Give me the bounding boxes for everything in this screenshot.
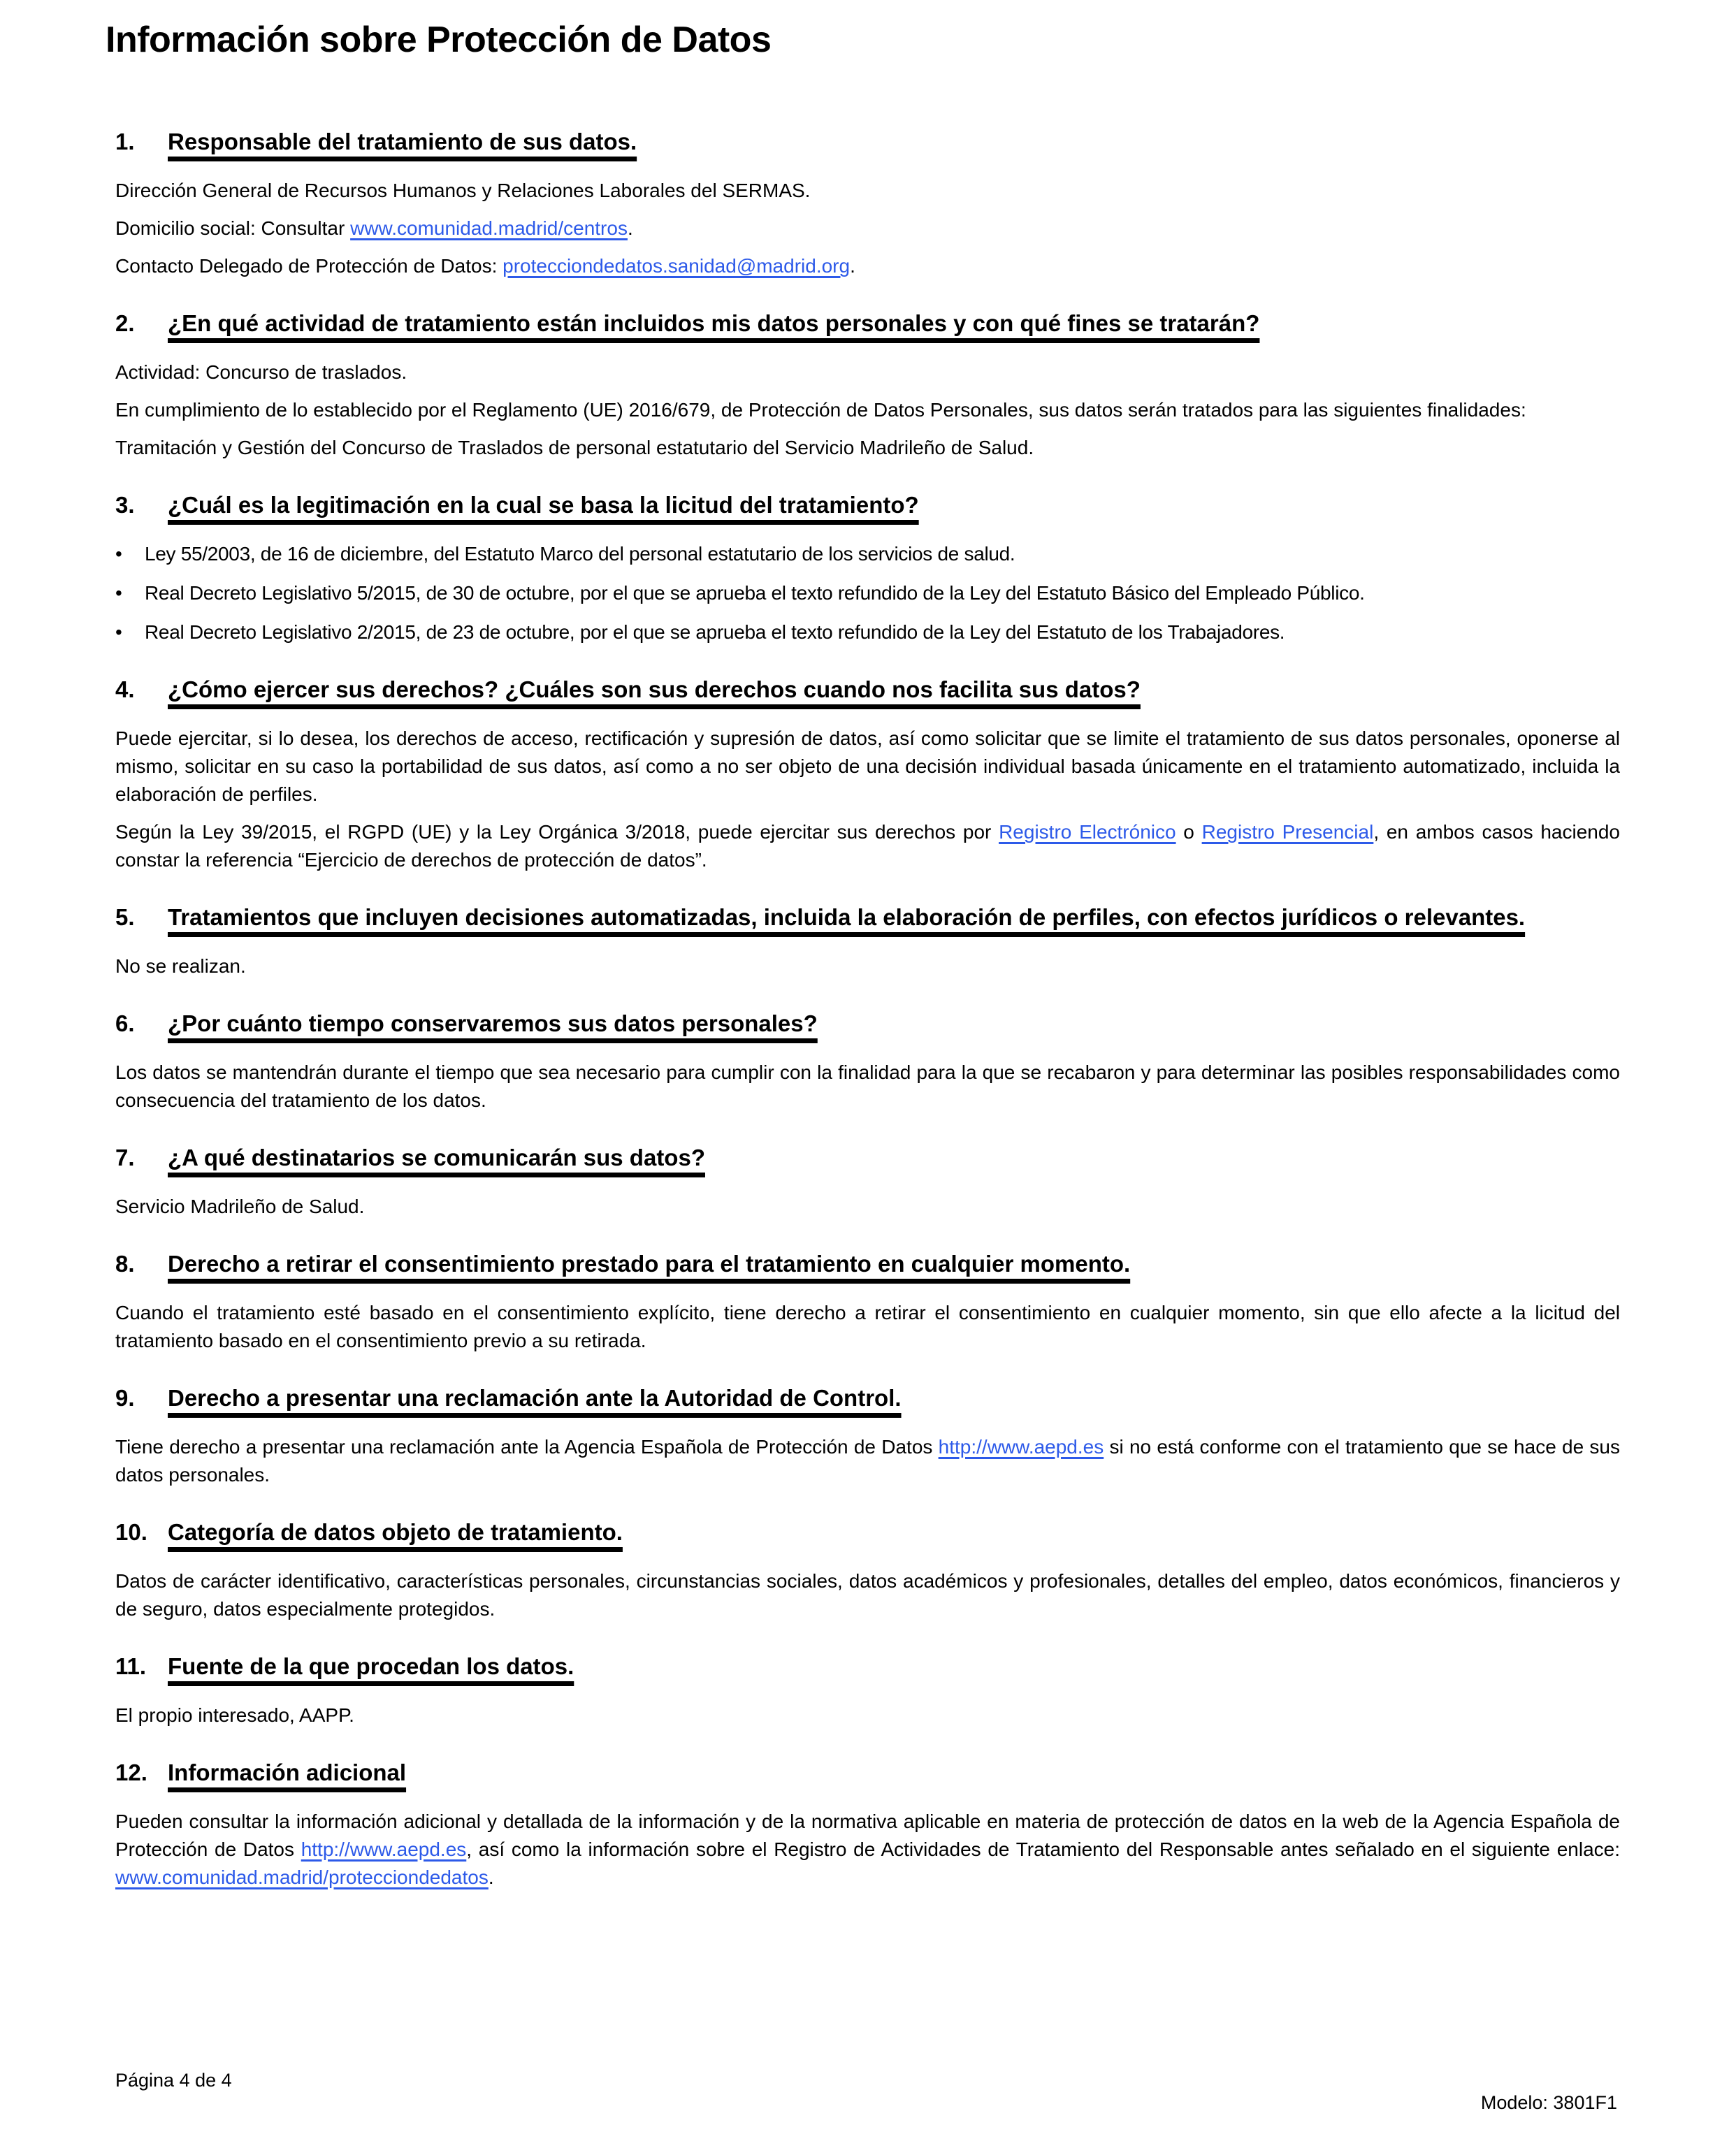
bullet-icon: • bbox=[115, 543, 122, 565]
paragraph-text: , en ambos casos haciendo constar la referencia “Ejercicio de derechos de protección de datos”. bbox=[115, 821, 1620, 871]
section-heading: Fuente de la que procedan los datos. bbox=[168, 1653, 574, 1679]
paragraph-text: Cuando el tratamiento esté basado en el consentimiento explícito, tiene derecho a retirar el consentimiento en cualquier momento, sin que ello afecte a la licitud del tratamiento basado en el consentimiento previo a su retirada. bbox=[115, 1302, 1620, 1351]
paragraph-text: En cumplimiento de lo establecido por el Reglamento (UE) 2016/679, de Protección de Datos Personales, sus datos serán tratados para las siguientes finalidades: bbox=[115, 399, 1526, 421]
section-5 bbox=[115, 902, 1620, 980]
paragraph bbox=[115, 177, 1620, 205]
section-number: 10. bbox=[115, 1519, 147, 1545]
section-heading: ¿Por cuánto tiempo conservaremos sus datos personales? bbox=[168, 1010, 818, 1036]
paragraph bbox=[115, 1567, 1620, 1623]
section-11-heading-row bbox=[115, 1651, 1620, 1682]
paragraph bbox=[115, 1299, 1620, 1355]
link-aepd-2[interactable]: http://www.aepd.es bbox=[301, 1838, 467, 1860]
link-registro-presencial[interactable]: Registro Presencial bbox=[1201, 821, 1374, 843]
bullet-text: Real Decreto Legislativo 5/2015, de 30 de octubre, por el que se aprueba el texto refundido de la Ley del Estatuto Básico del Empleado Público. bbox=[145, 582, 1365, 604]
paragraph bbox=[115, 818, 1620, 874]
paragraph-text: , así como la información sobre el Registro de Actividades de Tratamiento del Responsable antes señalado en el siguiente enlace: bbox=[466, 1838, 1620, 1860]
link-comunidad-madrid-centros[interactable]: www.comunidad.madrid/centros bbox=[350, 217, 628, 239]
section-1-heading-row bbox=[115, 126, 1620, 157]
paragraph-text: si no está conforme con el tratamiento que se hace de sus datos personales. bbox=[115, 1436, 1620, 1486]
section-number: 4. bbox=[115, 676, 135, 702]
section-heading: Categoría de datos objeto de tratamiento. bbox=[168, 1519, 623, 1545]
paragraph bbox=[115, 1433, 1620, 1489]
paragraph-text: . bbox=[488, 1866, 494, 1888]
paragraph-text: Contacto Delegado de Protección de Datos: bbox=[115, 255, 503, 277]
paragraph bbox=[115, 215, 1620, 242]
section-3-heading-row bbox=[115, 490, 1620, 521]
link-aepd[interactable]: http://www.aepd.es bbox=[938, 1436, 1104, 1458]
section-2 bbox=[115, 308, 1620, 462]
section-12 bbox=[115, 1757, 1620, 1892]
section-6 bbox=[115, 1008, 1620, 1115]
section-number: 12. bbox=[115, 1759, 147, 1785]
paragraph bbox=[115, 252, 1620, 280]
section-heading: ¿A qué destinatarios se comunicarán sus datos? bbox=[168, 1145, 705, 1170]
link-protecciondedatos-email[interactable]: protecciondedatos.sanidad@madrid.org bbox=[502, 255, 851, 277]
section-number: 8. bbox=[115, 1251, 135, 1277]
section-heading: Información adicional bbox=[168, 1759, 407, 1785]
section-7 bbox=[115, 1142, 1620, 1221]
bullet-icon: • bbox=[115, 582, 122, 604]
section-heading: ¿En qué actividad de tratamiento están incluidos mis datos personales y con qué fines se tratarán? bbox=[168, 310, 1260, 336]
section-number: 7. bbox=[115, 1145, 135, 1170]
section-number: 6. bbox=[115, 1010, 135, 1036]
section-number: 2. bbox=[115, 310, 135, 336]
paragraph bbox=[115, 396, 1620, 424]
paragraph-text: Tramitación y Gestión del Concurso de Traslados de personal estatutario del Servicio Madrileño de Salud. bbox=[115, 437, 1034, 458]
section-4-heading-row bbox=[115, 674, 1620, 705]
paragraph bbox=[115, 952, 1620, 980]
section-8-heading-row bbox=[115, 1249, 1620, 1279]
section-3 bbox=[115, 490, 1620, 646]
bullet-text: Ley 55/2003, de 16 de diciembre, del Estatuto Marco del personal estatutario de los servicios de salud. bbox=[145, 543, 1015, 565]
paragraph-text: . bbox=[850, 255, 855, 277]
paragraph bbox=[115, 1059, 1620, 1115]
bullet-icon: • bbox=[115, 621, 122, 643]
paragraph-text: Tiene derecho a presentar una reclamación ante la Agencia Española de Protección de Datos bbox=[115, 1436, 939, 1458]
section-5-heading-row bbox=[115, 902, 1620, 933]
paragraph-text: Dirección General de Recursos Humanos y Relaciones Laborales del SERMAS. bbox=[115, 180, 811, 201]
paragraph bbox=[115, 1193, 1620, 1221]
section-2-heading-row bbox=[115, 308, 1620, 339]
paragraph-text: Servicio Madrileño de Salud. bbox=[115, 1196, 365, 1217]
paragraph bbox=[115, 1701, 1620, 1729]
list-item bbox=[115, 579, 1620, 607]
section-number: 11. bbox=[115, 1653, 147, 1679]
legitimation-bullet-list bbox=[115, 540, 1620, 646]
paragraph-text: Los datos se mantendrán durante el tiempo que sea necesario para cumplir con la finalidad para la que se recabaron y para determinar las posibles responsabilidades como consecuencia del tratamiento de los datos. bbox=[115, 1061, 1620, 1111]
section-heading: ¿Cómo ejercer sus derechos? ¿Cuáles son sus derechos cuando nos facilita sus datos? bbox=[168, 676, 1141, 702]
section-heading: Tratamientos que incluyen decisiones automatizadas, incluida la elaboración de perfiles, con efectos jurídicos o relevantes. bbox=[168, 904, 1526, 930]
section-9-heading-row bbox=[115, 1383, 1620, 1414]
section-4 bbox=[115, 674, 1620, 874]
link-comunidad-madrid-protecciondedatos[interactable]: www.comunidad.madrid/protecciondedatos bbox=[115, 1866, 489, 1888]
paragraph bbox=[115, 434, 1620, 462]
list-item bbox=[115, 540, 1620, 568]
section-6-heading-row bbox=[115, 1008, 1620, 1039]
section-heading: ¿Cuál es la legitimación en la cual se basa la licitud del tratamiento? bbox=[168, 492, 919, 518]
paragraph-text: Datos de carácter identificativo, características personales, circunstancias sociales, datos académicos y profesionales, detalles del empleo, datos económicos, financieros y de seguro, datos especialmente protegidos. bbox=[115, 1570, 1620, 1620]
paragraph-text: Actividad: Concurso de traslados. bbox=[115, 361, 407, 383]
section-heading: Derecho a presentar una reclamación ante la Autoridad de Control. bbox=[168, 1385, 902, 1411]
section-number: 3. bbox=[115, 492, 135, 518]
paragraph-text: Pueden consultar la información adicional y detallada de la información y de la normativa aplicable en materia de protección de datos en la web de la Agencia Española de Protección de Datos bbox=[115, 1811, 1620, 1860]
paragraph bbox=[115, 725, 1620, 808]
section-number: 1. bbox=[115, 129, 135, 154]
section-9 bbox=[115, 1383, 1620, 1489]
footer-model-label: Modelo: 3801F1 bbox=[1480, 2092, 1617, 2113]
paragraph-text: Domicilio social: Consultar bbox=[115, 217, 351, 239]
section-12-heading-row bbox=[115, 1757, 1620, 1788]
page-title: Información sobre Protección de Datos bbox=[106, 20, 772, 60]
paragraph-text: o bbox=[1176, 821, 1202, 843]
paragraph-text: El propio interesado, AAPP. bbox=[115, 1704, 354, 1726]
paragraph-text: No se realizan. bbox=[115, 955, 246, 977]
section-1 bbox=[115, 126, 1620, 280]
link-registro-electronico[interactable]: Registro Electrónico bbox=[999, 821, 1176, 843]
section-7-heading-row bbox=[115, 1142, 1620, 1173]
section-number: 5. bbox=[115, 904, 135, 930]
section-heading: Derecho a retirar el consentimiento prestado para el tratamiento en cualquier momento. bbox=[168, 1251, 1131, 1277]
paragraph-text: Según la Ley 39/2015, el RGPD (UE) y la Ley Orgánica 3/2018, puede ejercitar sus derechos por bbox=[115, 821, 999, 843]
footer-page-number: Página 4 de 4 bbox=[115, 2070, 232, 2091]
paragraph bbox=[115, 1808, 1620, 1892]
section-8 bbox=[115, 1249, 1620, 1355]
section-10 bbox=[115, 1517, 1620, 1623]
paragraph-text: Puede ejercitar, si lo desea, los derechos de acceso, rectificación y supresión de datos, así como solicitar que se limite el tratamiento de sus datos personales, oponerse al mismo, solicitar en su caso la portabilidad de sus datos, así como a no ser objeto de una decisión individual basada únicamente en el tratamiento automatizado, incluida la elaboración de perfiles. bbox=[115, 727, 1620, 805]
section-heading: Responsable del tratamiento de sus datos. bbox=[168, 129, 637, 154]
bullet-text: Real Decreto Legislativo 2/2015, de 23 de octubre, por el que se aprueba el texto refundido de la Ley del Estatuto de los Trabajadores. bbox=[145, 621, 1285, 643]
section-number: 9. bbox=[115, 1385, 135, 1411]
section-10-heading-row bbox=[115, 1517, 1620, 1548]
paragraph-text: . bbox=[627, 217, 633, 239]
section-11 bbox=[115, 1651, 1620, 1729]
list-item bbox=[115, 618, 1620, 646]
paragraph bbox=[115, 358, 1620, 386]
